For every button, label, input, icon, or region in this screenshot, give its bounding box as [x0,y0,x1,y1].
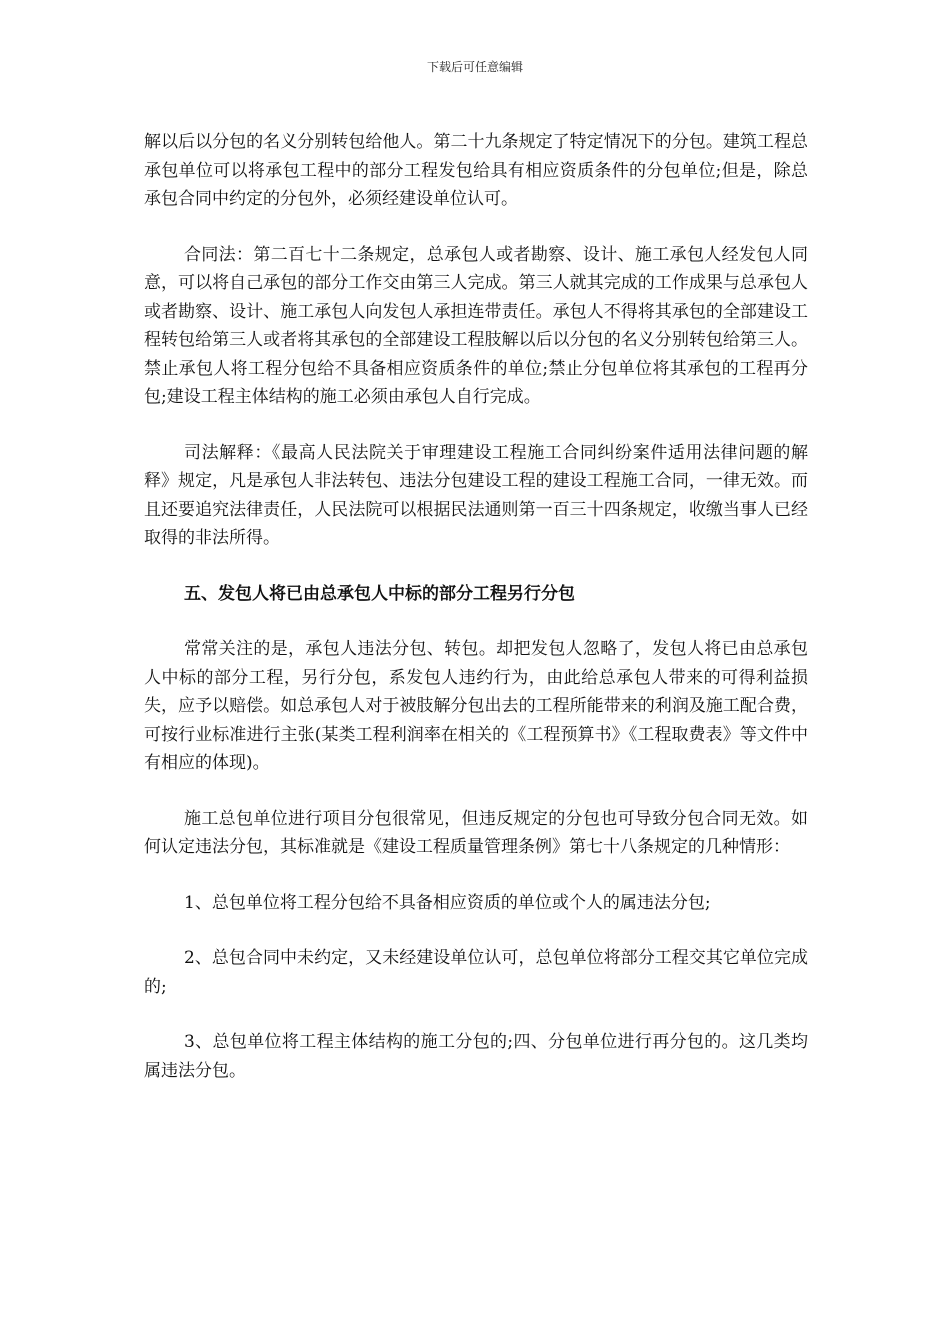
list-item-2: 2、总包合同中未约定，又未经建设单位认可，总包单位将部分工程交其它单位完成的; [144,948,808,997]
paragraph-contract-law: 合同法：第二百七十二条规定，总承包人或者勘察、设计、施工承包人经发包人同意，可以将自己承包的部分工作交由第三人完成。第三人就其完成的工作成果与总承包人或者勘察、设计、施工承包人向发包人承担连带责任。承包人不得将其承包的全部建设工程转包给第三人或者将其承包的全部建设工程肢解以后以分包的名义分别转包给第三人。禁止承包人将工程分包给不具备相应资质条件的单位;禁止分包单位将其承包的工程再分包;建设工程主体结构的施工必须由承包人自行完成。 [144,244,808,407]
paragraph-illegal-subcontract-criteria: 施工总包单位进行项目分包很常见，但违反规定的分包也可导致分包合同无效。如何认定违法分包，其标准就是《建设工程质量管理条例》第七十八条规定的几种情形： [144,808,808,857]
list-item-3: 3、总包单位将工程主体结构的施工分包的;四、分包单位进行再分包的。这几类均属违法分包。 [144,1032,808,1081]
paragraph-employer-subcontracting: 常常关注的是，承包人违法分包、转包。却把发包人忽略了，发包人将已由总承包人中标的部分工程，另行分包，系发包人违约行为，由此给总承包人带来的可得利益损失，应予以赔偿。如总承包人对于被肢解分包出去的工程所能带来的利润及施工配合费，可按行业标准进行主张(某类工程利润率在相关的《工程预算书》《工程取费表》等文件中有相应的体现)。 [144,639,808,773]
document-body [144,128,808,1112]
section-heading-five: 五、发包人将已由总承包人中标的部分工程另行分包 [184,583,575,604]
paragraph-construction-law-continued: 解以后以分包的名义分别转包给他人。第二十九条规定了特定情况下的分包。建筑工程总承包单位可以将承包工程中的部分工程发包给具有相应资质条件的分包单位;但是，除总承包合同中约定的分包外，必须经建设单位认可。 [144,132,808,209]
list-item-1: 1、总包单位将工程分包给不具备相应资质的单位或个人的属违法分包; [184,892,711,913]
paragraph-judicial-interpretation: 司法解释：《最高人民法院关于审理建设工程施工合同纠纷案件适用法律问题的解释》规定，凡是承包人非法转包、违法分包建设工程的建设工程施工合同，一律无效。而且还要追究法律责任，人民法院可以根据民法通则第一百三十四条规定，收缴当事人已经取得的非法所得。 [144,442,808,548]
page-header: 下载后可任意编辑 [426,60,523,74]
